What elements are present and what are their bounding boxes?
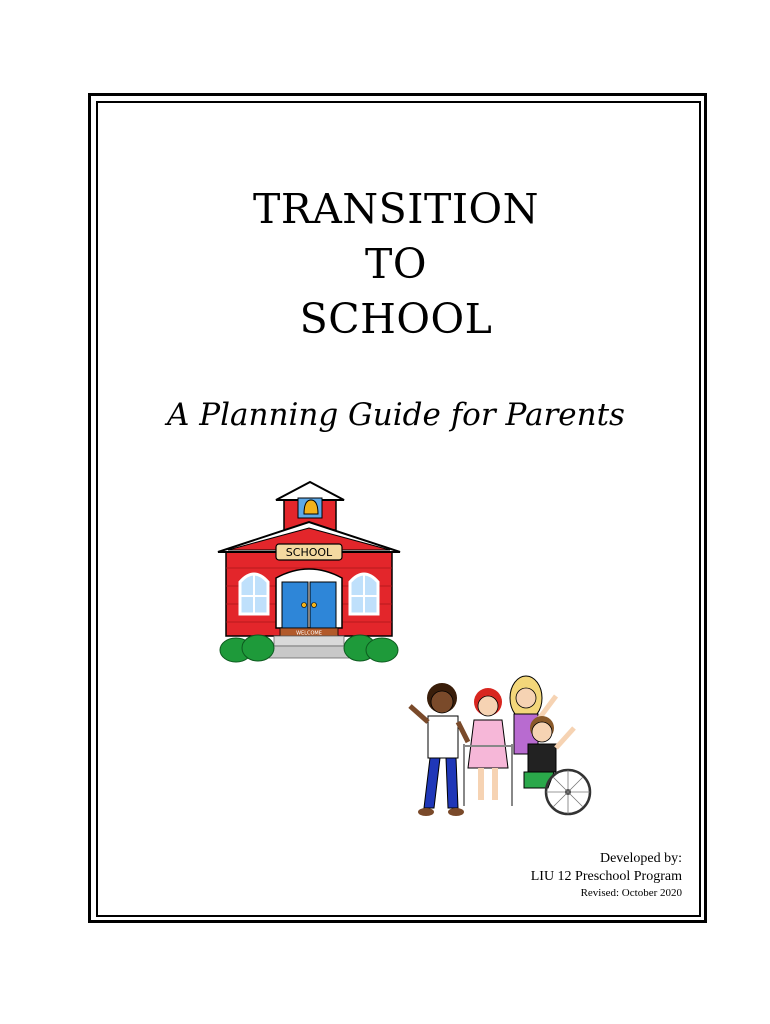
developed-by-label: Developed by:	[599, 851, 682, 866]
revision-date: Revised: October 2020	[580, 887, 682, 899]
title-line-1: TRANSITION	[252, 185, 539, 233]
subtitle: A Planning Guide for Parents	[167, 397, 625, 433]
children-group-illustration	[398, 668, 598, 828]
schoolhouse-illustration	[214, 478, 404, 670]
credits-block	[531, 850, 682, 901]
welcome-mat-text: WELCOME	[296, 630, 322, 637]
title-line-3: SCHOOL	[299, 295, 493, 343]
program-name: LIU 12 Preschool Program	[530, 869, 682, 884]
page-title	[96, 182, 696, 347]
title-line-2: TO	[365, 240, 427, 288]
school-sign-text: SCHOOL	[285, 546, 333, 559]
